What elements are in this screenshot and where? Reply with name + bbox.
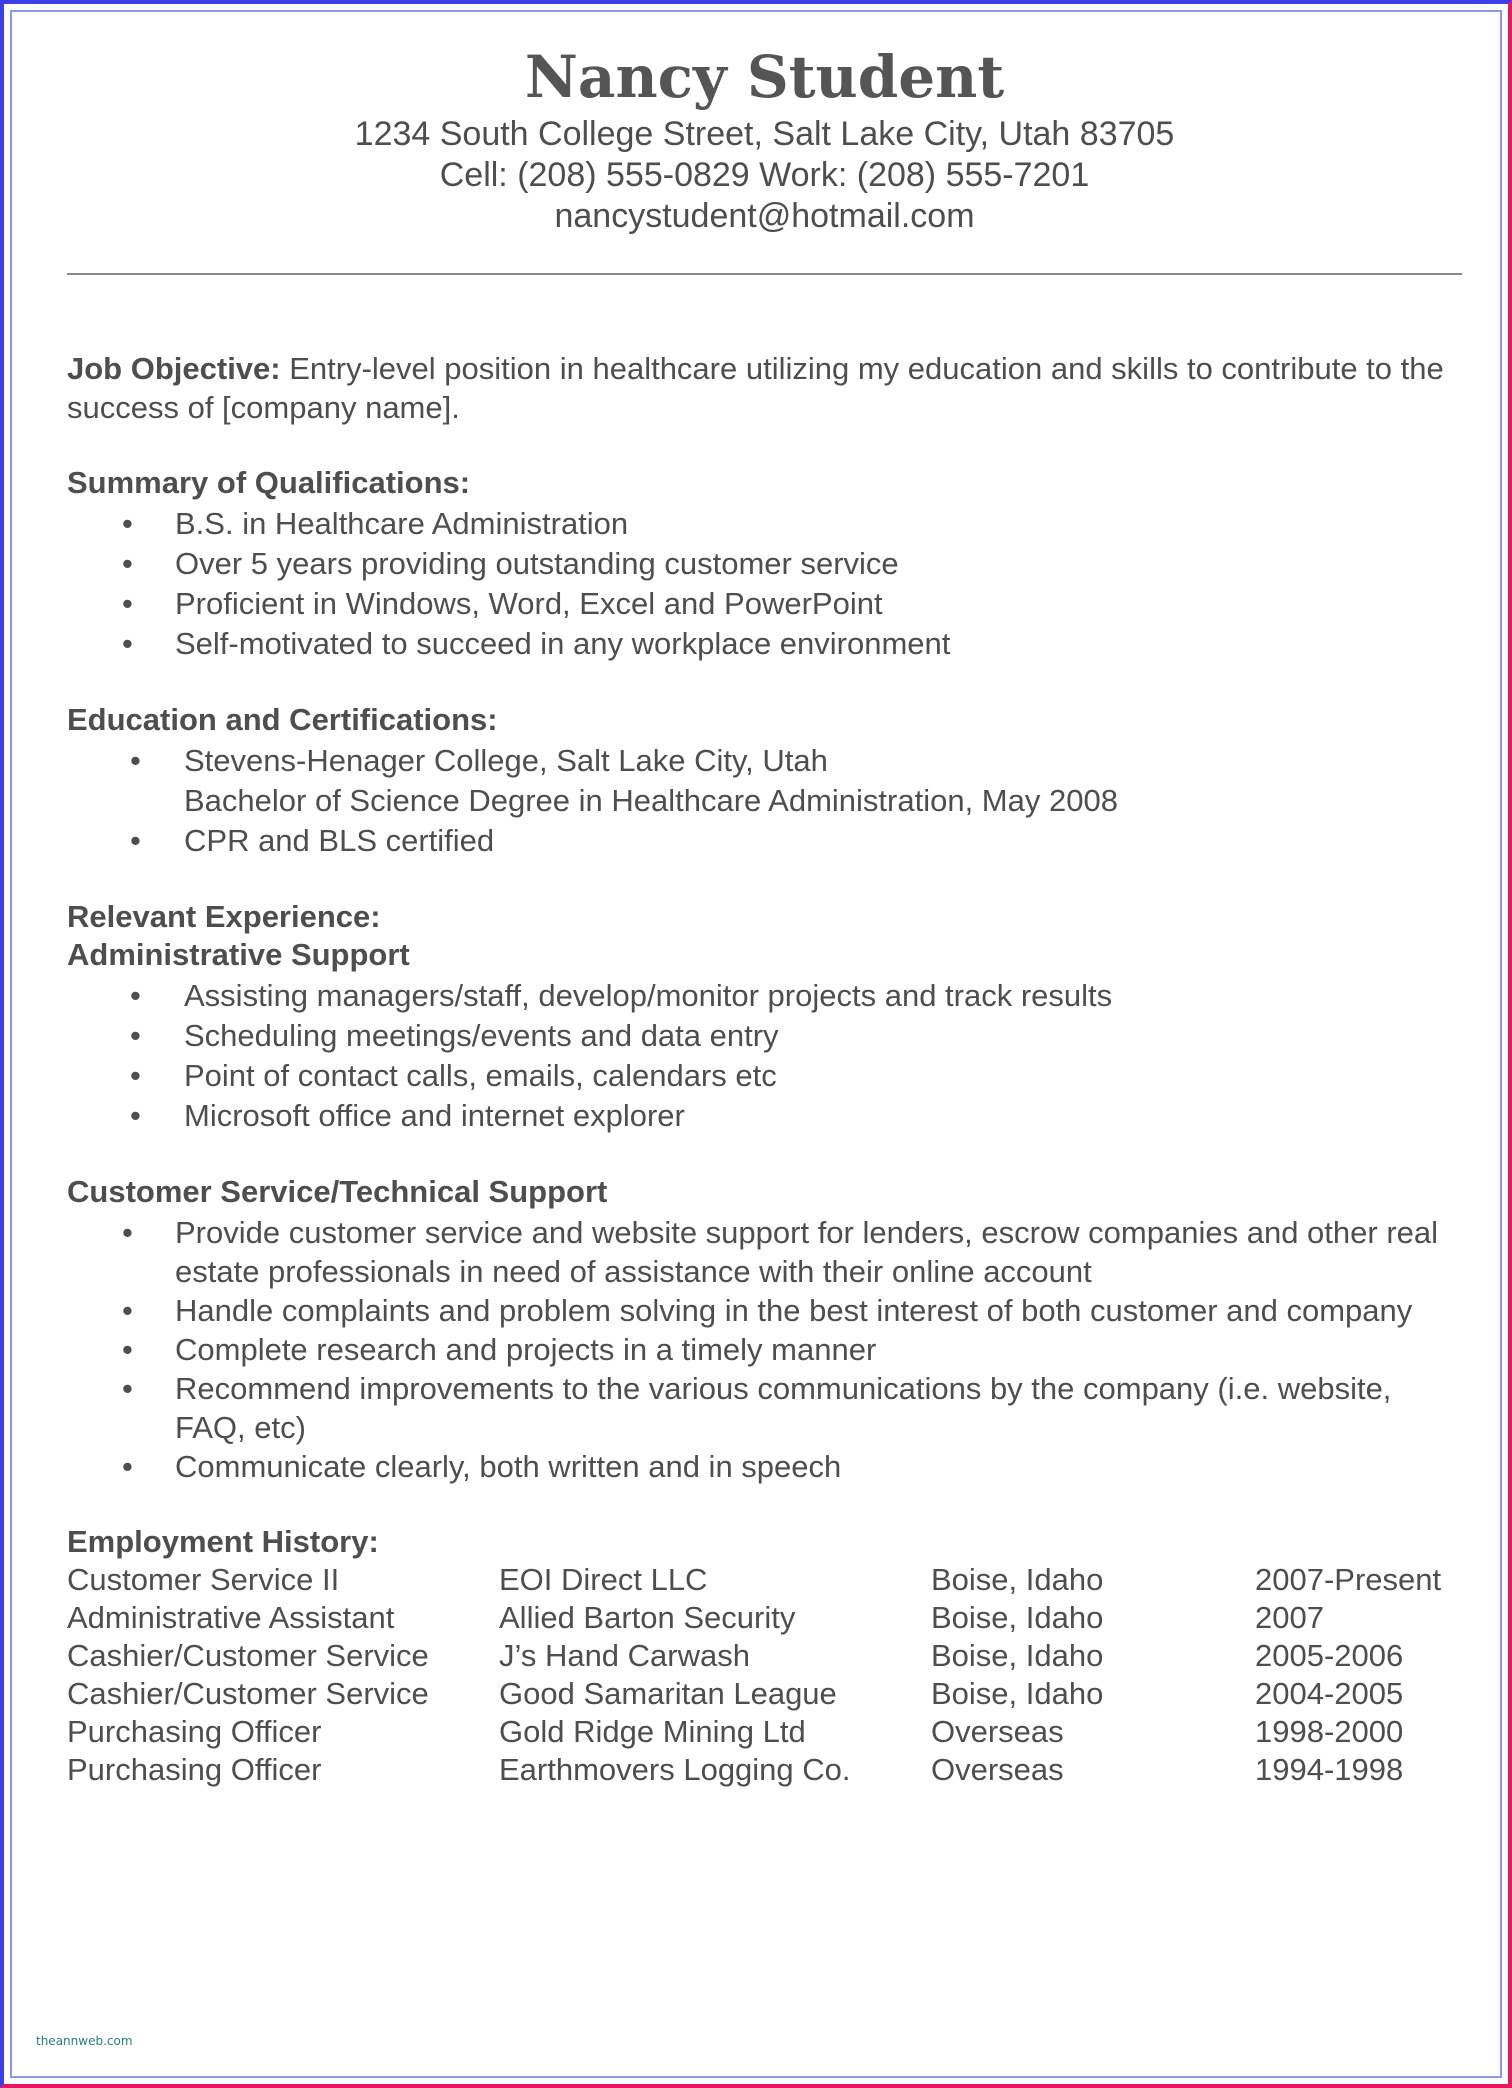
candidate-name: Nancy Student xyxy=(524,43,1005,111)
header-divider xyxy=(67,273,1462,275)
bullet-icon: • xyxy=(130,743,141,778)
experience-section xyxy=(67,898,1462,1136)
list-item xyxy=(67,821,1462,861)
list-item-text: B.S. in Healthcare Administration xyxy=(175,506,629,541)
support-section xyxy=(67,1173,1462,1486)
job-location: Overseas xyxy=(931,1714,1064,1749)
bullet-icon: • xyxy=(130,823,141,858)
list-item xyxy=(67,624,1462,664)
list-item xyxy=(67,1291,1462,1330)
education-list xyxy=(67,741,1462,861)
company-name: EOI Direct LLC xyxy=(499,1562,708,1597)
table-row xyxy=(67,1561,1462,1599)
job-title: Purchasing Officer xyxy=(67,1714,322,1749)
list-item-text: Point of contact calls, emails, calendars etc xyxy=(184,1058,777,1093)
bullet-icon: • xyxy=(130,1098,141,1133)
list-item xyxy=(67,1213,1462,1291)
list-item-text: Communicate clearly, both written and in speech xyxy=(175,1449,842,1484)
list-item xyxy=(67,741,1462,821)
objective-label: Job Objective: xyxy=(67,351,281,386)
objective-text: Entry-level position in healthcare utilizing my education and skills to contribute to the success of [company name]. xyxy=(67,351,1444,425)
job-objective xyxy=(67,349,1462,427)
address-line: 1234 South College Street, Salt Lake City, Utah 83705 xyxy=(354,115,1175,153)
list-item-text: Microsoft office and internet explorer xyxy=(184,1098,685,1133)
list-item-text: Assisting managers/staff, develop/monitor projects and track results xyxy=(184,978,1113,1013)
list-item xyxy=(67,976,1462,1016)
list-item xyxy=(67,1056,1462,1096)
education-heading: Education and Certifications: xyxy=(67,702,498,737)
list-item-text: Scheduling meetings/events and data entry xyxy=(184,1018,779,1053)
job-title: Customer Service II xyxy=(67,1562,340,1597)
table-row xyxy=(67,1599,1462,1637)
school-name: Stevens-Henager College, Salt Lake City, Utah xyxy=(184,743,828,778)
experience-heading: Relevant Experience: xyxy=(67,899,381,934)
email-line: nancystudent@hotmail.com xyxy=(554,197,975,235)
job-dates: 1998-2000 xyxy=(1255,1714,1404,1749)
employment-heading: Employment History: xyxy=(67,1524,379,1559)
phone-line: Cell: (208) 555-0829 Work: (208) 555-7201 xyxy=(439,156,1090,194)
job-title: Administrative Assistant xyxy=(67,1600,395,1635)
bullet-icon: • xyxy=(130,1018,141,1053)
job-location: Boise, Idaho xyxy=(931,1600,1104,1635)
resume-header xyxy=(67,40,1462,237)
job-title: Purchasing Officer xyxy=(67,1752,322,1787)
company-name: Good Samaritan League xyxy=(499,1676,837,1711)
education-section xyxy=(67,701,1462,861)
job-dates: 2007-Present xyxy=(1255,1562,1442,1597)
job-title: Cashier/Customer Service xyxy=(67,1676,429,1711)
job-location: Boise, Idaho xyxy=(931,1638,1104,1673)
company-name: Gold Ridge Mining Ltd xyxy=(499,1714,806,1749)
list-item xyxy=(67,1096,1462,1136)
qualifications-heading: Summary of Qualifications: xyxy=(67,465,471,500)
support-heading: Customer Service/Technical Support xyxy=(67,1174,608,1209)
list-item-text: Recommend improvements to the various communications by the company (i.e. website, FAQ, etc) xyxy=(175,1371,1392,1445)
list-item-text: Over 5 years providing outstanding customer service xyxy=(175,546,899,581)
list-item-text: Self-motivated to succeed in any workplace environment xyxy=(175,626,951,661)
list-item-text: Proficient in Windows, Word, Excel and PowerPoint xyxy=(175,586,883,621)
company-name: J’s Hand Carwash xyxy=(499,1638,750,1673)
list-item xyxy=(67,584,1462,624)
watermark-text: theannweb.com xyxy=(36,2034,133,2048)
list-item xyxy=(67,1369,1462,1447)
support-list xyxy=(67,1213,1462,1486)
list-item-text: Complete research and projects in a timely manner xyxy=(175,1332,877,1367)
table-row xyxy=(67,1675,1462,1713)
list-item-text: Provide customer service and website support for lenders, escrow companies and other real estate professionals in need of assistance with their online account xyxy=(175,1215,1439,1289)
table-row xyxy=(67,1637,1462,1675)
bullet-icon: • xyxy=(122,1332,133,1367)
bullet-icon: • xyxy=(122,1293,133,1328)
qualifications-section xyxy=(67,464,1462,664)
job-dates: 2007 xyxy=(1255,1600,1324,1635)
resume-page xyxy=(67,40,1462,1789)
company-name: Earthmovers Logging Co. xyxy=(499,1752,851,1787)
degree-line: Bachelor of Science Degree in Healthcare Administration, May 2008 xyxy=(184,783,1118,818)
list-item xyxy=(67,504,1462,544)
company-name: Allied Barton Security xyxy=(499,1600,796,1635)
bullet-icon: • xyxy=(122,586,133,621)
job-dates: 2005-2006 xyxy=(1255,1638,1404,1673)
table-row xyxy=(67,1751,1462,1789)
job-title: Cashier/Customer Service xyxy=(67,1638,429,1673)
job-location: Overseas xyxy=(931,1752,1064,1787)
admin-support-heading: Administrative Support xyxy=(67,937,410,972)
employment-table xyxy=(67,1561,1462,1789)
job-location: Boise, Idaho xyxy=(931,1562,1104,1597)
bullet-icon: • xyxy=(130,1058,141,1093)
certification-line: CPR and BLS certified xyxy=(184,823,495,858)
bullet-icon: • xyxy=(130,978,141,1013)
list-item-text: Handle complaints and problem solving in the best interest of both customer and company xyxy=(175,1293,1413,1328)
bullet-icon: • xyxy=(122,1215,133,1250)
list-item xyxy=(67,1447,1462,1486)
qualifications-list xyxy=(67,504,1462,664)
list-item xyxy=(67,544,1462,584)
bullet-icon: • xyxy=(122,626,133,661)
list-item xyxy=(67,1330,1462,1369)
bullet-icon: • xyxy=(122,1449,133,1484)
job-dates: 1994-1998 xyxy=(1255,1752,1404,1787)
bullet-icon: • xyxy=(122,1371,133,1406)
list-item xyxy=(67,1016,1462,1056)
job-location: Boise, Idaho xyxy=(931,1676,1104,1711)
job-dates: 2004-2005 xyxy=(1255,1676,1404,1711)
employment-section xyxy=(67,1523,1462,1789)
bullet-icon: • xyxy=(122,506,133,541)
admin-support-list xyxy=(67,976,1462,1136)
table-row xyxy=(67,1713,1462,1751)
bullet-icon: • xyxy=(122,546,133,581)
